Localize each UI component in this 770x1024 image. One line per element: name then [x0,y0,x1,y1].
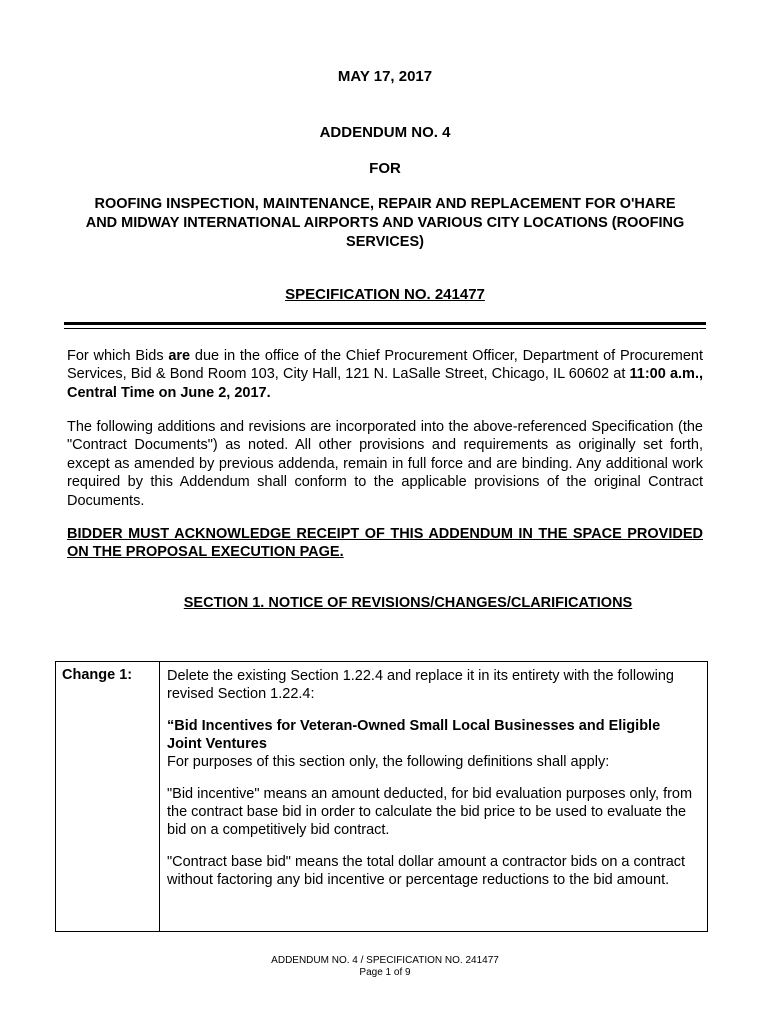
bid-due-text: due in the office of the Chief Procurement Officer, Department of Procurement Services, Bid & Bond Room 103, City Hall, 121 N. LaSalle Street, Chicago, IL 60602 at [67,348,703,383]
acknowledgement-notice: BIDDER MUST ACKNOWLEDGE RECEIPT OF THIS ADDENDUM IN THE SPACE PROVIDED ON THE PROPOSAL EXECUTION PAGE. [67,526,703,561]
definitions-intro: For purposes of this section only, the following definitions shall apply: [167,754,610,770]
addendum-number: ADDENDUM NO. 4 [319,124,451,141]
divider-thin [64,328,706,329]
divider-thick [64,322,706,325]
change-intro: Delete the existing Section 1.22.4 and replace it in its entirety with the following revised Section 1.22.4: [167,668,674,702]
specification-number-text: SPECIFICATION NO. 241477 [285,286,485,303]
page-number: Page 1 of 9 [359,967,411,978]
bid-due-text: For which Bids [67,348,169,364]
document-date: MAY 17, 2017 [337,68,433,85]
definition-contract-base-bid: "Contract base bid" means the total dollar amount a contractor bids on a contract without factoring any bid incentive or percentage reductions to the bid amount. [167,854,686,888]
footer-reference: ADDENDUM NO. 4 / SPECIFICATION NO. 241477 [271,955,499,966]
change-title: “Bid Incentives for Veteran-Owned Small Local Businesses and Eligible Joint Ventures [167,718,661,752]
bid-due-paragraph [67,347,703,402]
project-title-line: SERVICES) [346,234,424,250]
project-title-line: AND MIDWAY INTERNATIONAL AIRPORTS AND VARIOUS CITY LOCATIONS (ROOFING [85,215,685,231]
change-table [55,661,708,932]
for-label: FOR [369,160,401,177]
project-title-line: ROOFING INSPECTION, MAINTENANCE, REPAIR AND REPLACEMENT FOR O'HARE [94,196,676,212]
change-label-cell [56,662,160,931]
specification-number [0,286,770,303]
change-content [167,667,697,903]
bid-due-emphasis: are [168,348,191,364]
section-heading: SECTION 1. NOTICE OF REVISIONS/CHANGES/CLARIFICATIONS [183,595,633,611]
page-footer [0,955,770,979]
definition-bid-incentive: "Bid incentive" means an amount deducted, for bid evaluation purposes only, from the contract base bid in order to calculate the bid price to be used to evaluate the bid on a competitively bid contract. [167,786,693,838]
change-definitions-block [167,717,697,771]
revisions-paragraph: The following additions and revisions are incorporated into the above-referenced Specification (the "Contract Documents") as noted. All other provisions and requirements as originally set forth, except as amended by previous addenda, remain in full force and are binding. Any additional work required by this Addendum shall conform to the applicable provisions of the original Contract Documents. [67,419,703,509]
change-label: Change 1: [62,667,133,683]
project-title [64,195,706,252]
bid-due-time: 11:00 a.m., Central Time on June 2, 2017. [67,366,704,401]
